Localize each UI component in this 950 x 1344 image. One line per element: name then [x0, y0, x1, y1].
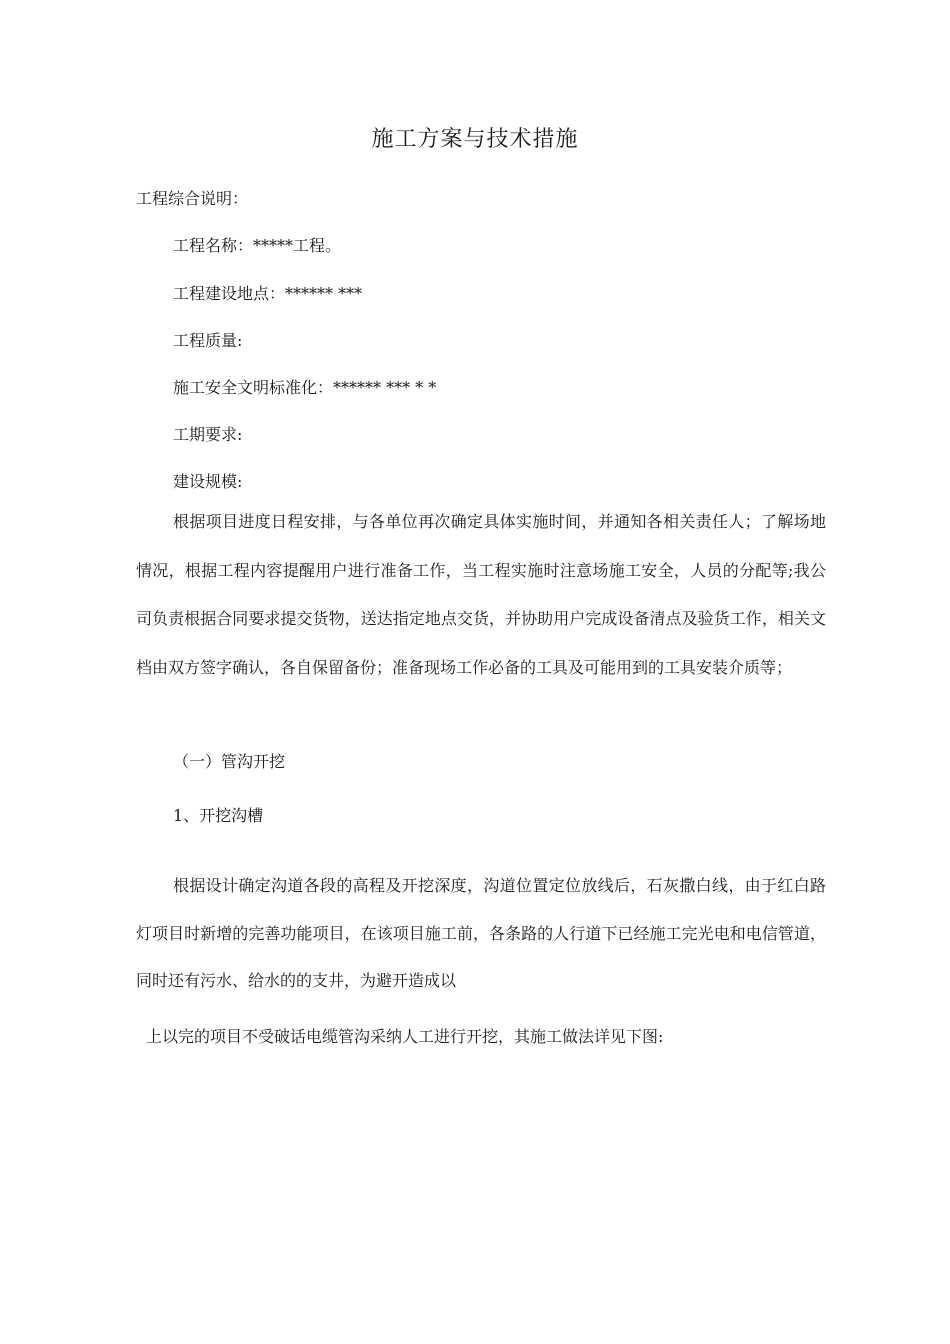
project-location: 工程建设地点：****** *** — [173, 284, 363, 303]
document-title: 施工方案与技术措施 — [371, 127, 579, 152]
excavation-paragraph: 根据设计确定沟道各段的高程及开挖深度，沟道位置定位放线后，石灰撒白线，由于红白路灯项目时新增的完善功能项目，在该项目施工前，各条路的人行道下已经施工完光电和电信管道，同时还有污水、给水的的支井，为避开造成以 — [136, 876, 826, 990]
schedule-requirement: 工期要求: — [173, 425, 243, 444]
project-quality: 工程质量: — [173, 331, 243, 350]
preparation-paragraph: 根据项目进度日程安排，与各单位再次确定具体实施时间，并通知各相关责任人；了解场地情况，根据工程内容提醒用户进行准备工作，当工程实施时注意场施工安全，人员的分配等;我公司负责根据合同要求提交货物，送达指定地点交货，并协助用户完成设备清点及验货工作，相关文档由双方签字确认，各自保留备份；准备现场工作必备的工具及可能用到的工具安装介质等； — [136, 512, 826, 677]
continuation-line: 上以完的项目不受破话电缆管沟采纳人工进行开挖，其施工做法详见下图: — [146, 1027, 664, 1046]
subsection-heading: 1、开挖沟槽 — [173, 806, 264, 825]
safety-standard: 施工安全文明标准化：****** *** * * — [173, 378, 437, 397]
construction-scale: 建设规模: — [173, 472, 243, 491]
project-name: 工程名称：*****工程。 — [173, 236, 342, 255]
section-heading: （一）管沟开挖 — [173, 752, 286, 771]
overview-heading: 工程综合说明： — [136, 189, 249, 208]
